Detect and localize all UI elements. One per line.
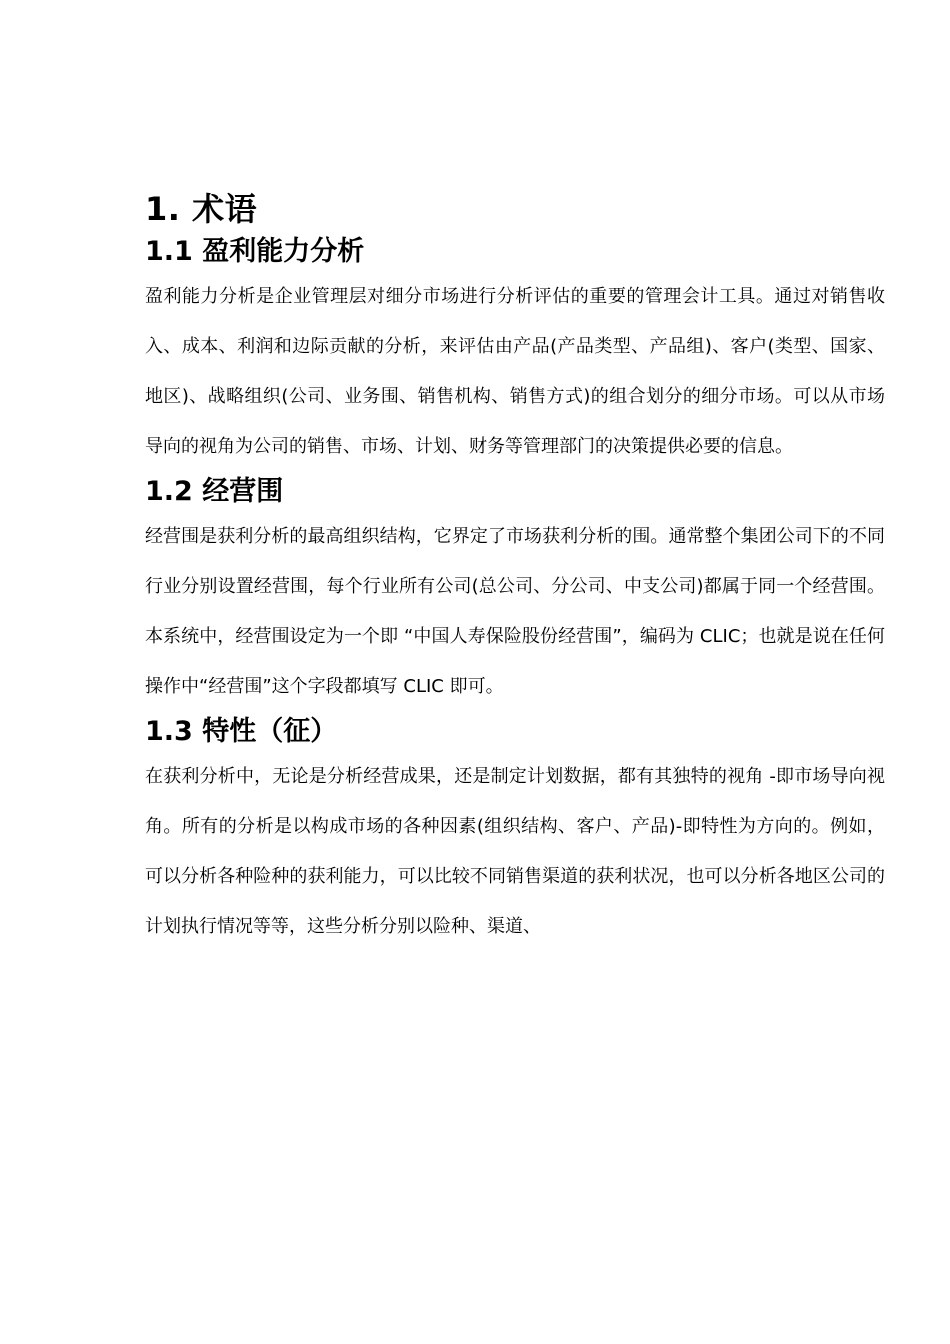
- section-heading-profitability-analysis: 1.1 盈利能力分析: [145, 236, 365, 267]
- section-heading-operating-concern: 1.2 经营围: [145, 476, 284, 507]
- section-heading-characteristics: 1.3 特性（征）: [145, 716, 338, 747]
- section-body-operating-concern: 经营围是获利分析的最高组织结构，它界定了市场获利分析的围。通常整个集团公司下的不同行业分别设置经营围，每个行业所有公司(总公司、分公司、中支公司)都属于同一个经营围。本系统中，经营围设定为一个即 “中国人寿保险股份经营围”，编码为 CLIC；也就是说在任何操作中“经营围”这个字段都填写 CLIC 即可。: [145, 526, 885, 697]
- section-body-characteristics: 在获利分析中，无论是分析经营成果，还是制定计划数据，都有其独特的视角 -即市场导向视角。所有的分析是以构成市场的各种因素(组织结构、客户、产品)-即特性为方向的。例如，可以分析各种险种的获利能力，可以比较不同销售渠道的获利状况，也可以分析各地区公司的计划执行情况等等，这些分析分别以险种、渠道、: [145, 766, 885, 937]
- section-body-profitability-analysis: 盈利能力分析是企业管理层对细分市场进行分析评估的重要的管理会计工具。通过对销售收入、成本、利润和边际贡献的分析，来评估由产品(产品类型、产品组)、客户(类型、国家、地区)、战略组织(公司、业务围、销售机构、销售方式)的组合划分的细分市场。可以从市场导向的视角为公司的销售、市场、计划、财务等管理部门的决策提供必要的信息。: [145, 286, 885, 457]
- chapter-title: 1. 术语: [145, 190, 258, 228]
- document-content: [145, 186, 885, 952]
